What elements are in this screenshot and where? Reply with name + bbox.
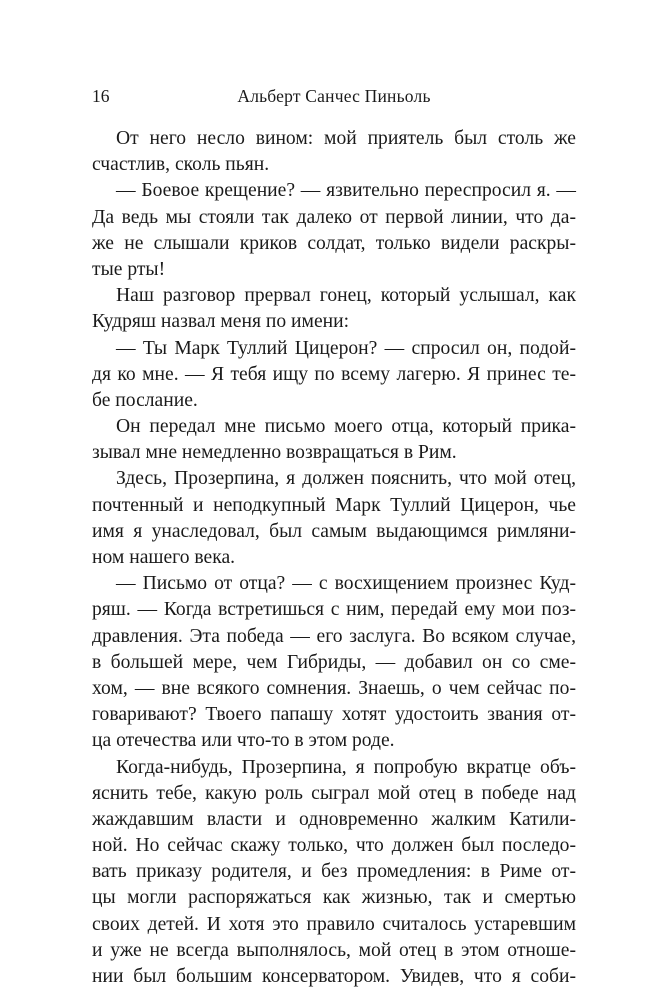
text-line: Он передал мне письмо моего отца, который прика- xyxy=(116,416,576,438)
text-line: — Письмо от отца? — с восхищением произнес Куд- xyxy=(116,573,576,595)
page-number: 16 xyxy=(92,86,110,106)
text-line: зывал мне немедленно возвращаться в Рим. xyxy=(92,442,457,464)
text-line: Наш разговор прервал гонец, который услышал, как xyxy=(116,285,576,307)
text-line: говаривают? Твоего папашу хотят удостоить звания от- xyxy=(92,704,576,726)
text-line: Когда-нибудь, Прозерпина, я попробую вкратце объ- xyxy=(116,756,576,778)
running-head xyxy=(92,84,576,108)
text-line: почтенный и неподкупный Марк Туллий Цицерон, чье xyxy=(92,494,576,516)
text-line: ряш. — Когда встретишься с ним, передай ему мои поз- xyxy=(92,599,576,621)
text-line: — Боевое крещение? — язвительно переспросил я. — xyxy=(116,180,576,202)
text-line: нии был большим консерватором. Увидев, что я соби- xyxy=(92,966,576,987)
text-line: яснить тебе, какую роль сыграл мой отец в победе над xyxy=(92,782,576,804)
text-line: Кудряш назвал меня по имени: xyxy=(92,311,350,333)
text-line: своих детей. И хотя это правило считалось устаревшим xyxy=(92,913,576,935)
text-line: в большей мере, чем Гибриды, — добавил он со сме- xyxy=(92,651,576,673)
text-line: счастлив, сколь пьян. xyxy=(92,154,270,176)
text-line: Здесь, Прозерпина, я должен пояснить, что мой отец, xyxy=(116,468,576,490)
text-line: и уже не всегда выполнялось, мой отец в этом отноше- xyxy=(92,939,576,961)
text-line: цы могли распоряжаться как жизнью, так и смертью xyxy=(92,887,576,909)
text-line: ной. Но сейчас скажу только, что должен был последо- xyxy=(92,835,576,857)
text-line: имя я унаследовал, был самым выдающимся римляни- xyxy=(92,520,576,542)
text-line: — Ты Марк Туллий Цицерон? — спросил он, подой- xyxy=(116,337,576,359)
text-line: же не слышали криков солдат, только видели раскры- xyxy=(92,232,576,254)
text-line: От него несло вином: мой приятель был столь же xyxy=(116,128,576,149)
text-line: бе послание. xyxy=(92,389,198,411)
text-line: дя ко мне. — Я тебя ищу по всему лагерю. Я принес те- xyxy=(92,363,576,385)
text-line: хом, — вне всякого сомнения. Знаешь, о чем сейчас по- xyxy=(92,677,576,699)
body-text xyxy=(92,126,576,990)
book-author: Альберт Санчес Пиньоль xyxy=(237,86,431,106)
text-line: ном нашего века. xyxy=(92,547,236,568)
text-line: Да ведь мы стояли так далеко от первой линии, что да- xyxy=(92,206,576,228)
text-line: ца отечества или что-то в этом роде. xyxy=(92,730,395,752)
text-line: жаждавшим власти и одновременно жалким Катили- xyxy=(92,808,576,830)
text-line: вать приказу родителя, и без промедления: в Риме от- xyxy=(92,861,576,883)
text-line: дравления. Эта победа — его заслуга. Во всяком случае, xyxy=(92,625,576,647)
text-line: тые рты! xyxy=(92,258,166,280)
